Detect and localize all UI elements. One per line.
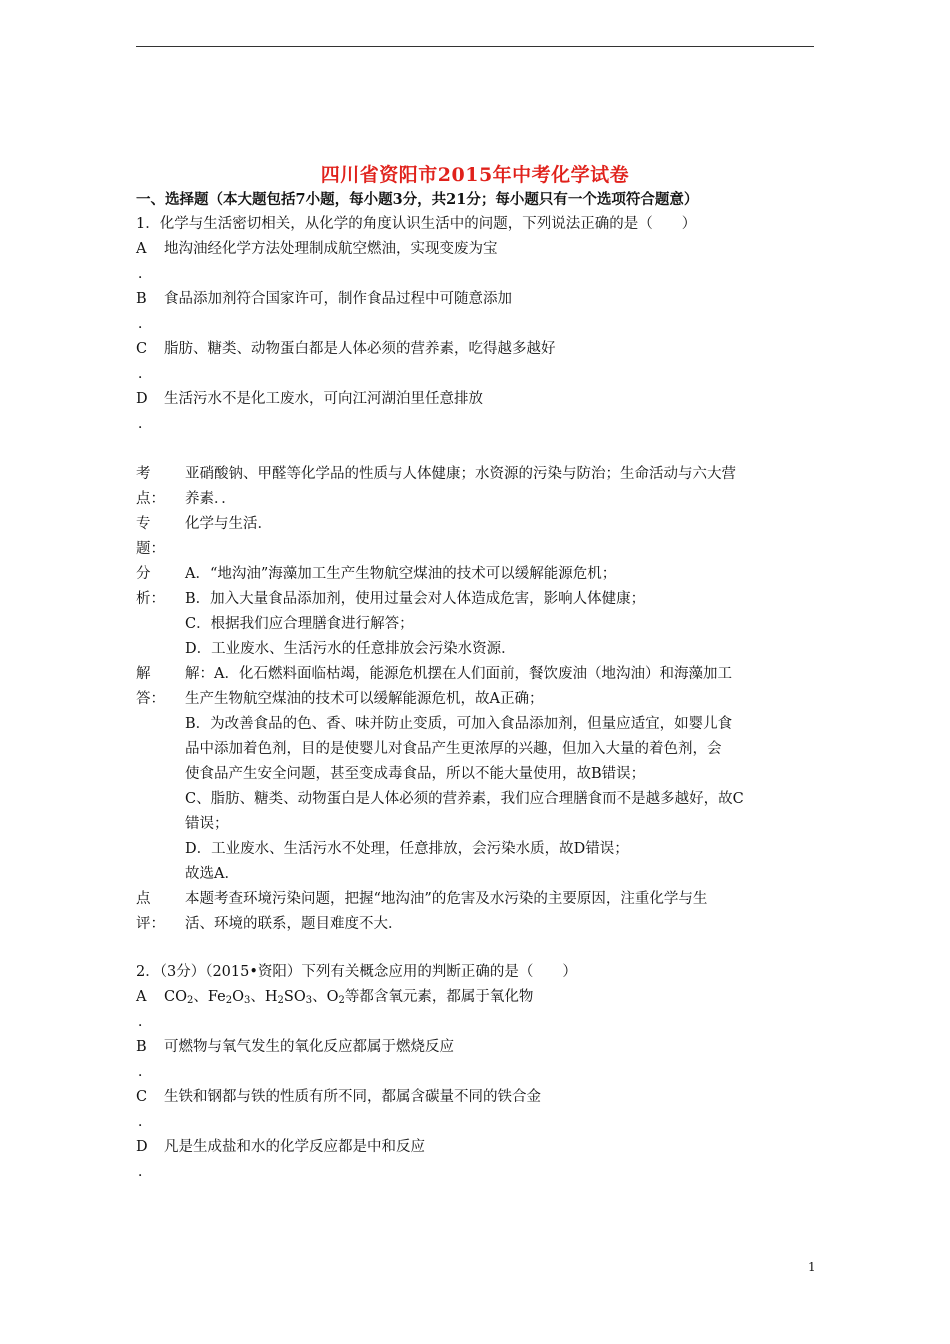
jieda-line: 故选A． (185, 866, 239, 882)
q2-option-c: 生铁和钢都与铁的性质有所不同，都属含碳量不同的铁合金 (164, 1089, 541, 1105)
fenxi-line: A．“地沟油”海藻加工生产生物航空煤油的技术可以缓解能源危机； (185, 566, 617, 582)
page-number: 1 (808, 1260, 816, 1274)
q2-option-d: 凡是生成盐和水的化学反应都是中和反应 (164, 1139, 425, 1155)
fenxi-label-2: 析： (136, 591, 165, 607)
q2-option-b-letter: B (136, 1039, 147, 1055)
kaodian-label-2: 点： (136, 491, 165, 507)
q1-option-d: 生活污水不是化工废水，可向江河湖泊里任意排放 (164, 391, 483, 407)
option-dot: ． (138, 1164, 152, 1180)
q1-option-a: 地沟油经化学方法处理制成航空燃油，实现变废为宝 (164, 241, 498, 257)
formula-h2so3: $H_2SO_3$ (264, 989, 313, 1006)
dianping-line: 活、环境的联系，题目难度不大． (185, 916, 403, 932)
q2-option-c-letter: C (136, 1089, 148, 1105)
kaodian-label-1: 考 (136, 466, 151, 482)
formula-co2: $CO_2$ (164, 989, 194, 1006)
option-dot: ． (138, 1064, 152, 1080)
q2-option-d-letter: D (136, 1139, 148, 1155)
kaodian-text: 养素．． (185, 491, 236, 507)
formula-o2: $O_2$ (326, 989, 345, 1006)
jieda-line: C、脂肪、糖类、动物蛋白是人体必须的营养素，我们应合理膳食而不是越多越好，故C (185, 791, 744, 807)
option-dot: ． (138, 316, 152, 332)
fenxi-line: B．加入大量食品添加剂，使用过量会对人体造成危害，影响人体健康； (185, 591, 646, 607)
q1-option-d-letter: D (136, 391, 148, 407)
jieda-line: D．工业废水、生活污水不处理，任意排放，会污染水质，故D错误； (185, 841, 629, 857)
zhuanti-label-2: 题： (136, 541, 165, 557)
option-dot: ． (138, 1014, 152, 1030)
jieda-line: 错误； (185, 816, 229, 832)
dianping-label-1: 点 (136, 891, 151, 907)
q1-stem: 1．化学与生活密切相关，从化学的角度认识生活中的问题，下列说法正确的是（ ） (136, 216, 697, 232)
jieda-line: B．为改善食品的色、香、味并防止变质，可加入食品添加剂，但量应适宜，如婴儿食 (185, 716, 733, 732)
jieda-line: 品中添加着色剂，目的是使婴儿对食品产生更浓厚的兴趣，但加入大量的着色剂，会 (185, 741, 722, 757)
q1-option-b: 食品添加剂符合国家许可，制作食品过程中可随意添加 (164, 291, 512, 307)
formula-fe2o3: $Fe_2O_3$ (207, 989, 251, 1006)
fenxi-line: D．工业废水、生活污水的任意排放会污染水资源． (185, 641, 516, 657)
dianping-label-2: 评： (136, 916, 165, 932)
option-dot: ． (138, 416, 152, 432)
jieda-line: 生产生物航空煤油的技术可以缓解能源危机，故A正确； (185, 691, 544, 707)
q2-option-a-letter: A (136, 989, 147, 1005)
zhuanti-text: 化学与生活． (185, 516, 272, 532)
kaodian-text: 亚硝酸钠、甲醛等化学品的性质与人体健康；水资源的污染与防治；生命活动与六大营 (185, 466, 736, 482)
dianping-line: 本题考查环境污染问题，把握“地沟油”的危害及水污染的主要原因，注重化学与生 (185, 891, 708, 907)
section-header: 一、选择题（本大题包括7小题，每小题3分，共21分；每小题只有一个选项符合题意） (136, 191, 699, 208)
q1-option-b-letter: B (136, 291, 147, 307)
q2-option-b: 可燃物与氧气发生的氧化反应都属于燃烧反应 (164, 1039, 454, 1055)
option-dot: ． (138, 266, 152, 282)
header-rule (136, 46, 814, 47)
fenxi-label-1: 分 (136, 566, 151, 582)
q1-option-c-letter: C (136, 341, 148, 357)
jieda-line: 使食品产生安全问题，甚至变成毒食品，所以不能大量使用，故B错误； (185, 766, 646, 782)
fenxi-line: C．根据我们应合理膳食进行解答； (185, 616, 414, 632)
option-dot: ． (138, 366, 152, 382)
jieda-label-1: 解 (136, 666, 151, 682)
option-dot: ． (138, 1114, 152, 1130)
q1-option-a-letter: A (136, 241, 147, 257)
zhuanti-label-1: 专 (136, 516, 151, 532)
q2-stem: 2．（3分）（2015•资阳）下列有关概念应用的判断正确的是（ ） (136, 964, 577, 980)
q1-option-c: 脂肪、糖类、动物蛋白都是人体必须的营养素，吃得越多越好 (164, 341, 556, 357)
jieda-label-2: 答： (136, 691, 165, 707)
jieda-line: 解：A．化石燃料面临枯竭，能源危机摆在人们面前，餐饮废油（地沟油）和海藻加工 (185, 666, 732, 682)
q2-option-a: $CO_2$、$Fe_2O_3$、$H_2SO_3$、$O_2$等都含氧元素，都属于氧化物 (164, 989, 534, 1006)
page-title: 四川省资阳市2015年中考化学试卷 (320, 164, 630, 186)
